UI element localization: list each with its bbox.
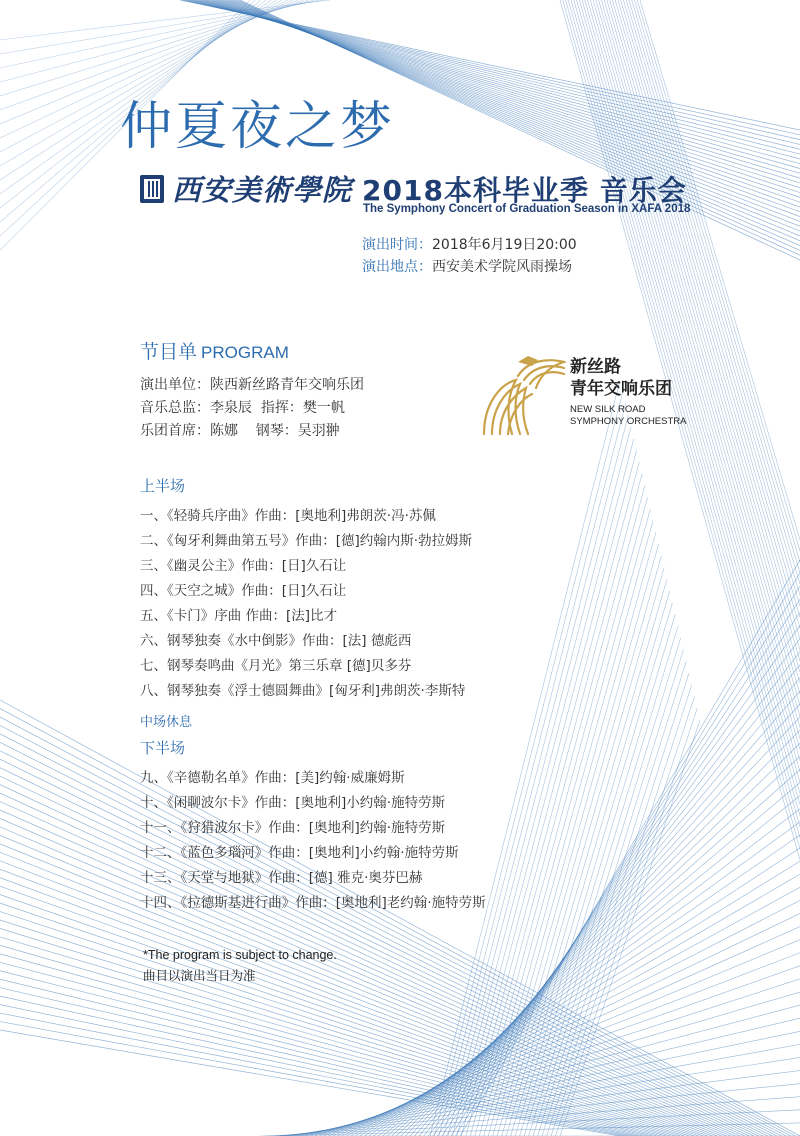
orchestra-logo-icon: [478, 354, 566, 440]
program-item: 十二、《蓝色多瑙河》作曲：[奥地利]小约翰·施特劳斯: [140, 845, 459, 861]
concert-subtitle-en: The Symphony Concert of Graduation Season in XAFA 2018: [363, 203, 691, 215]
school-crest-icon: [140, 175, 164, 203]
page-title: 仲夏夜之梦: [120, 97, 396, 157]
program-change-note-cn: 曲目以演出当日为准: [143, 968, 256, 983]
program-item: 七、钢琴奏鸣曲《月光》第三乐章 [德]贝多芬: [140, 658, 412, 674]
orchestra-name-en-line2: SYMPHONY ORCHESTRA: [570, 416, 687, 427]
program-item: 九、《辛德勒名单》作曲：[美]约翰·威廉姆斯: [140, 770, 405, 786]
program-item: 十三、《天堂与地狱》作曲：[德] 雅克·奥芬巴赫: [140, 870, 423, 886]
intermission-label: 中场休息: [140, 715, 193, 730]
credit-line: 演出单位：陕西新丝路青年交响乐团: [140, 377, 364, 393]
program-item: 八、钢琴独奏《浮士德圆舞曲》[匈牙利]弗朗茨·李斯特: [140, 683, 466, 699]
program-item: 一、《轻骑兵序曲》作曲：[奥地利]弗朗茨·冯·苏佩: [140, 508, 436, 524]
first-half-label: 上半场: [140, 477, 186, 495]
program-heading-en: PROGRAM: [201, 343, 289, 362]
program-item: 五、《卡门》序曲 作曲：[法]比才: [140, 608, 338, 624]
program-item: 二、《匈牙利舞曲第五号》作曲：[德]约翰内斯·勃拉姆斯: [140, 533, 473, 549]
orchestra-name-cn-line2: 青年交响乐团: [570, 379, 672, 399]
program-heading-cn: 节目单: [140, 341, 198, 363]
orchestra-name-cn-line1: 新丝路: [570, 357, 621, 377]
program-item: 六、钢琴独奏《水中倒影》作曲：[法] 德彪西: [140, 633, 412, 649]
orchestra-logo-block: [478, 354, 686, 440]
second-half-label: 下半场: [140, 739, 186, 757]
program-item: 十四、《拉德斯基进行曲》作曲：[奥地利]老约翰·施特劳斯: [140, 895, 486, 911]
time-label: 演出时间：: [362, 237, 432, 253]
concert-title: 2018本科毕业季 音乐会: [362, 173, 687, 207]
venue-value: 西安美术学院风雨操场: [432, 259, 572, 275]
school-name: 西安美術學院: [172, 173, 353, 207]
venue-label: 演出地点：: [362, 259, 432, 275]
program-item: 四、《天空之城》作曲：[日]久石让: [140, 583, 347, 599]
program-item: 十一、《狩猎波尔卡》作曲：[奥地利]约翰·施特劳斯: [140, 820, 446, 836]
credit-line: 音乐总监：李泉辰 指挥：樊一帆: [140, 400, 345, 416]
program-item: 三、《幽灵公主》作曲：[日]久石让: [140, 558, 347, 574]
time-value: 2018年6月19日20:00: [432, 237, 577, 253]
performance-venue: [362, 256, 572, 276]
program-change-note-en: *The program is subject to change.: [143, 948, 337, 962]
program-heading: [140, 337, 289, 364]
performance-time: [362, 234, 577, 254]
credit-line: 乐团首席：陈娜 钢琴：吴羽翀: [140, 423, 340, 439]
program-item: 十、《闲聊波尔卡》作曲：[奥地利]小约翰·施特劳斯: [140, 795, 446, 811]
orchestra-name-en-line1: NEW SILK ROAD: [570, 404, 646, 415]
